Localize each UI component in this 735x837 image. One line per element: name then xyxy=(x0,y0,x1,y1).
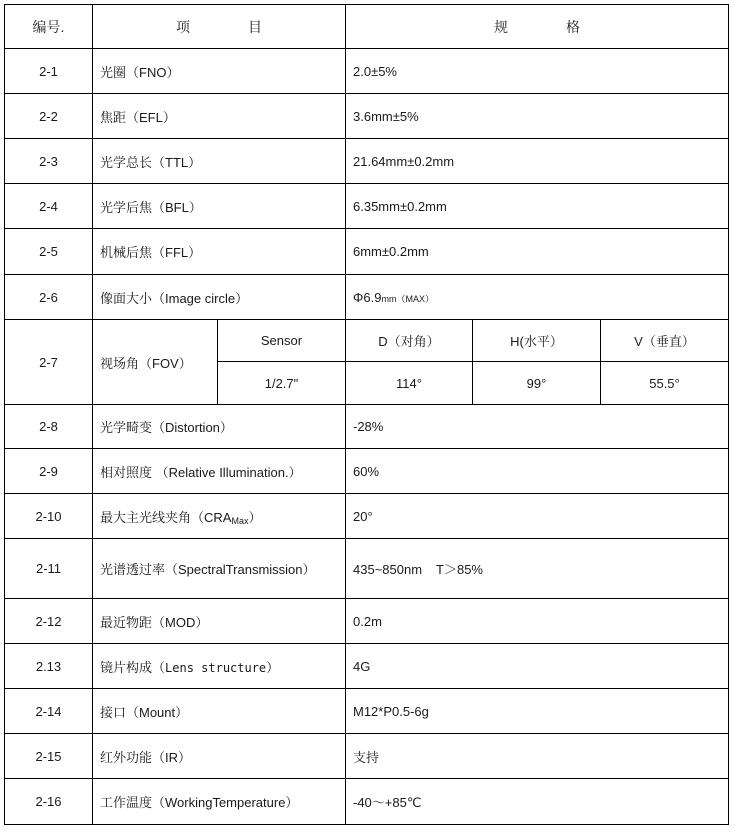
row-item: 光学后焦（BFL） xyxy=(93,184,346,229)
table-row xyxy=(5,599,729,644)
row-value: 3.6mm±5% xyxy=(346,94,729,139)
table-row xyxy=(5,184,729,229)
row-item: 工作温度（WorkingTemperature） xyxy=(93,779,346,825)
fov-header-diagonal: D（对角） xyxy=(346,320,473,362)
row-item: 光学畸变（Distortion） xyxy=(93,405,346,449)
row-number: 2-8 xyxy=(5,405,93,449)
row-number: 2-15 xyxy=(5,734,93,779)
row-number: 2-7 xyxy=(5,320,93,405)
row-number: 2-3 xyxy=(5,139,93,184)
row-value: -28% xyxy=(346,405,729,449)
row-item: 机械后焦（FFL） xyxy=(93,229,346,275)
table-row xyxy=(5,734,729,779)
row-number: 2-10 xyxy=(5,494,93,539)
row-value: M12*P0.5-6g xyxy=(346,689,729,734)
row-value: 6.35mm±0.2mm xyxy=(346,184,729,229)
table-row xyxy=(5,49,729,94)
table-row xyxy=(5,689,729,734)
row-item: 相对照度 （Relative Illumination.） xyxy=(93,449,346,494)
row-item: 光圈（FNO） xyxy=(93,49,346,94)
row-number: 2-16 xyxy=(5,779,93,825)
table-row xyxy=(5,275,729,320)
fov-value-vertical: 55.5° xyxy=(601,362,729,405)
row-item: 最大主光线夹角$(CRA_{Max})$ xyxy=(93,494,346,539)
row-number: 2-12 xyxy=(5,599,93,644)
row-item: 红外功能（IR） xyxy=(93,734,346,779)
row-item: 视场角（FOV） xyxy=(93,320,218,405)
row-value: 支持 xyxy=(346,734,729,779)
row-number: 2-11 xyxy=(5,539,93,599)
header-row xyxy=(5,5,729,49)
table-row xyxy=(5,644,729,689)
row-number: 2-1 xyxy=(5,49,93,94)
row-number: 2-6 xyxy=(5,275,93,320)
row-item: 焦距（EFL） xyxy=(93,94,346,139)
row-value: -40～+85℃ xyxy=(346,779,729,825)
table-row xyxy=(5,539,729,599)
table-row xyxy=(5,494,729,539)
row-number: 2-2 xyxy=(5,94,93,139)
row-item: 光谱透过率（SpectralTransmission） xyxy=(93,539,346,599)
row-value: 0.2m xyxy=(346,599,729,644)
row-item: 像面大小（Image circle） xyxy=(93,275,346,320)
row-value: 20° xyxy=(346,494,729,539)
row-number: 2-5 xyxy=(5,229,93,275)
row-item: 光学总长（TTL） xyxy=(93,139,346,184)
spec-table xyxy=(4,4,729,825)
table-row xyxy=(5,139,729,184)
table-row xyxy=(5,779,729,825)
row-number: 2-9 xyxy=(5,449,93,494)
header-item: 项 目 xyxy=(93,5,346,49)
row-number: 2-14 xyxy=(5,689,93,734)
row-value: 60% xyxy=(346,449,729,494)
fov-header-vertical: V（垂直） xyxy=(601,320,729,362)
row-item: 接口（Mount） xyxy=(93,689,346,734)
fov-header-row xyxy=(5,320,729,362)
fov-header-sensor: Sensor xyxy=(218,320,346,362)
header-no: 编号. xyxy=(5,5,93,49)
row-number: 2-4 xyxy=(5,184,93,229)
row-value: 2.0±5% xyxy=(346,49,729,94)
row-item: 最近物距（MOD） xyxy=(93,599,346,644)
table-row xyxy=(5,94,729,139)
row-value: 6mm±0.2mm xyxy=(346,229,729,275)
table-row xyxy=(5,229,729,275)
row-number: 2.13 xyxy=(5,644,93,689)
fov-value-horizontal: 99° xyxy=(473,362,601,405)
table-row xyxy=(5,405,729,449)
row-value: 21.64mm±0.2mm xyxy=(346,139,729,184)
fov-header-horizontal: H(水平） xyxy=(473,320,601,362)
row-value: Φ6.9mm（MAX） xyxy=(346,275,729,320)
fov-value-diagonal: 114° xyxy=(346,362,473,405)
row-value: 435~850nm T＞85% xyxy=(346,539,729,599)
row-value: 4G xyxy=(346,644,729,689)
table-row xyxy=(5,449,729,494)
header-spec: 规 格 xyxy=(346,5,729,49)
row-item: 镜片构成（Lens structure） xyxy=(93,644,346,689)
fov-value-sensor: 1/2.7" xyxy=(218,362,346,405)
